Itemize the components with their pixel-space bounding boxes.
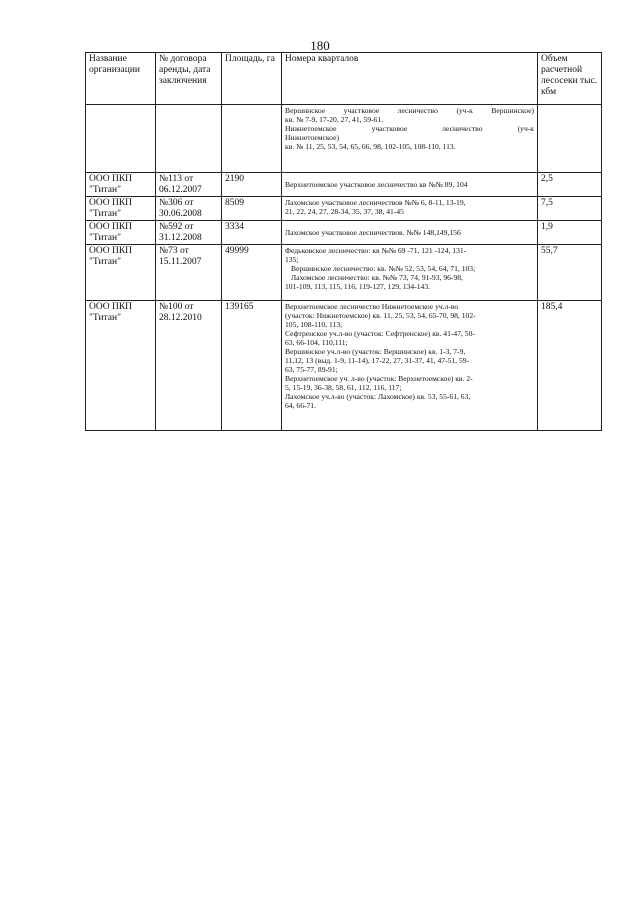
cell-volume: [538, 105, 602, 173]
quarters-line: Федьковское лесничество: кв №№ 69 -71, 121 -124, 131-: [285, 246, 467, 255]
quarters-line: Лахомское уч.л-во (участок: Лахомское) кв. 53, 55-61, 63,: [285, 392, 471, 401]
page-number: 180: [310, 38, 330, 53]
cell-organization: ООО ПКП "Титан": [86, 221, 156, 245]
quarters-line: 21, 22, 24, 27, 28-34, 35, 37, 38, 41-45: [285, 207, 404, 216]
cell-organization: ООО ПКП "Титан": [86, 197, 156, 221]
quarters-line: (участок: Нижнетоемское) кв. 11, 25, 53, 54, 65-70, 98, 102-: [285, 311, 476, 320]
table-header-row: [86, 53, 602, 105]
quarters-line: кв. № 7-9, 17-20, 27, 41, 59-61.: [285, 115, 384, 124]
quarters-line: Лахомское участковое лесничествов №№ 6, 8-11, 13-19,: [285, 198, 466, 207]
quarters-line: 5, 15-19, 36-38, 58, 61, 112, 116, 117;: [285, 383, 402, 392]
quarters-line: 135;: [285, 255, 299, 264]
cell-quarters: [282, 197, 538, 221]
quarters-line: кв. № 11, 25, 53, 54, 65, 66, 98, 102-105, 108-110, 113.: [285, 142, 456, 151]
cell-volume: 185,4: [538, 301, 602, 431]
quarters-line: Сефтренское уч.л-во (участок: Сефтренское) кв. 41-47, 50-: [285, 329, 475, 338]
cell-contract: №113 от 06.12.2007: [156, 173, 222, 197]
header-quarters: Номера кварталов: [282, 53, 538, 105]
lease-table: [85, 52, 602, 431]
cell-area: 139165: [222, 301, 282, 431]
cell-contract: [156, 105, 222, 173]
cell-area: 49999: [222, 245, 282, 301]
cell-contract: №73 от 15.11.2007: [156, 245, 222, 301]
header-area: Площадь, га: [222, 53, 282, 105]
cell-quarters: [282, 245, 538, 301]
cell-volume: 2,5: [538, 173, 602, 197]
cell-organization: [86, 105, 156, 173]
header-organization: Название организации: [86, 53, 156, 105]
quarters-line: 11,12, 13 (выд. 1-9, 11-14), 17-22, 27, 31-37, 41, 47-51, 59-: [285, 356, 470, 365]
cell-volume: 1,9: [538, 221, 602, 245]
cell-area: [222, 105, 282, 173]
cell-volume: 7,5: [538, 197, 602, 221]
table-row: [86, 197, 602, 221]
header-contract: № договора аренды, дата заключения: [156, 53, 222, 105]
table-row: [86, 173, 602, 197]
table-row: [86, 221, 602, 245]
quarters-line: Нижнетоемское участковое лесничество (уч-к: [285, 124, 534, 133]
table-row: [86, 301, 602, 431]
cell-contract: №592 от 31.12.2008: [156, 221, 222, 245]
quarters-line: Вершинское участковое лесничество (уч-к Вершинское): [285, 106, 534, 115]
cell-organization: ООО ПКП "Титан": [86, 301, 156, 431]
cell-quarters: [282, 105, 538, 173]
quarters-line: Верхнетоемское участковое лесничество кв №№ 89, 104: [285, 180, 468, 189]
quarters-line: 63, 66-104, 110,111;: [285, 338, 348, 347]
cell-quarters: [282, 221, 538, 245]
quarters-line: Верхнетоемское уч. л-во (участок: Верхнетоемское) кв. 2-: [285, 374, 473, 383]
cell-volume: 55,7: [538, 245, 602, 301]
quarters-line: 105, 108-110, 113;: [285, 320, 343, 329]
table-row: [86, 245, 602, 301]
cell-quarters: [282, 301, 538, 431]
cell-area: 8509: [222, 197, 282, 221]
header-volume: Объем расчетной лесосеки тыс. кбм: [538, 53, 602, 105]
quarters-line: Вершинское лесничество: кв. №№ 52, 53, 54, 64, 71, 103;: [291, 264, 476, 273]
quarters-line: Верхнетоемское лесничество Нижнетоемское уч.л-во: [285, 302, 459, 311]
table-row: [86, 105, 602, 173]
cell-area: 2190: [222, 173, 282, 197]
cell-contract: №306 от 30.06.2008: [156, 197, 222, 221]
cell-organization: ООО ПКП "Титан": [86, 245, 156, 301]
quarters-line: Лахомское лесничество: кв. №№ 73, 74, 91-93, 96-98,: [291, 273, 463, 282]
cell-organization: ООО ПКП "Титан": [86, 173, 156, 197]
cell-area: 3334: [222, 221, 282, 245]
quarters-line: 101-109, 113, 115, 116, 119-127, 129, 134-143.: [285, 282, 431, 291]
quarters-line: 63, 75-77, 89-91;: [285, 365, 338, 374]
quarters-line: 64, 66-71.: [285, 401, 317, 410]
cell-contract: №100 от 28.12.2010: [156, 301, 222, 431]
quarters-line: Вершинское уч.л-во (участок: Вершинское) кв. 1-3, 7-9,: [285, 347, 466, 356]
cell-quarters: [282, 173, 538, 197]
quarters-line: Нижнетоемское): [285, 133, 339, 142]
quarters-line: Лахомское участковое лесничествов. №№ 148,149,156: [285, 228, 461, 237]
